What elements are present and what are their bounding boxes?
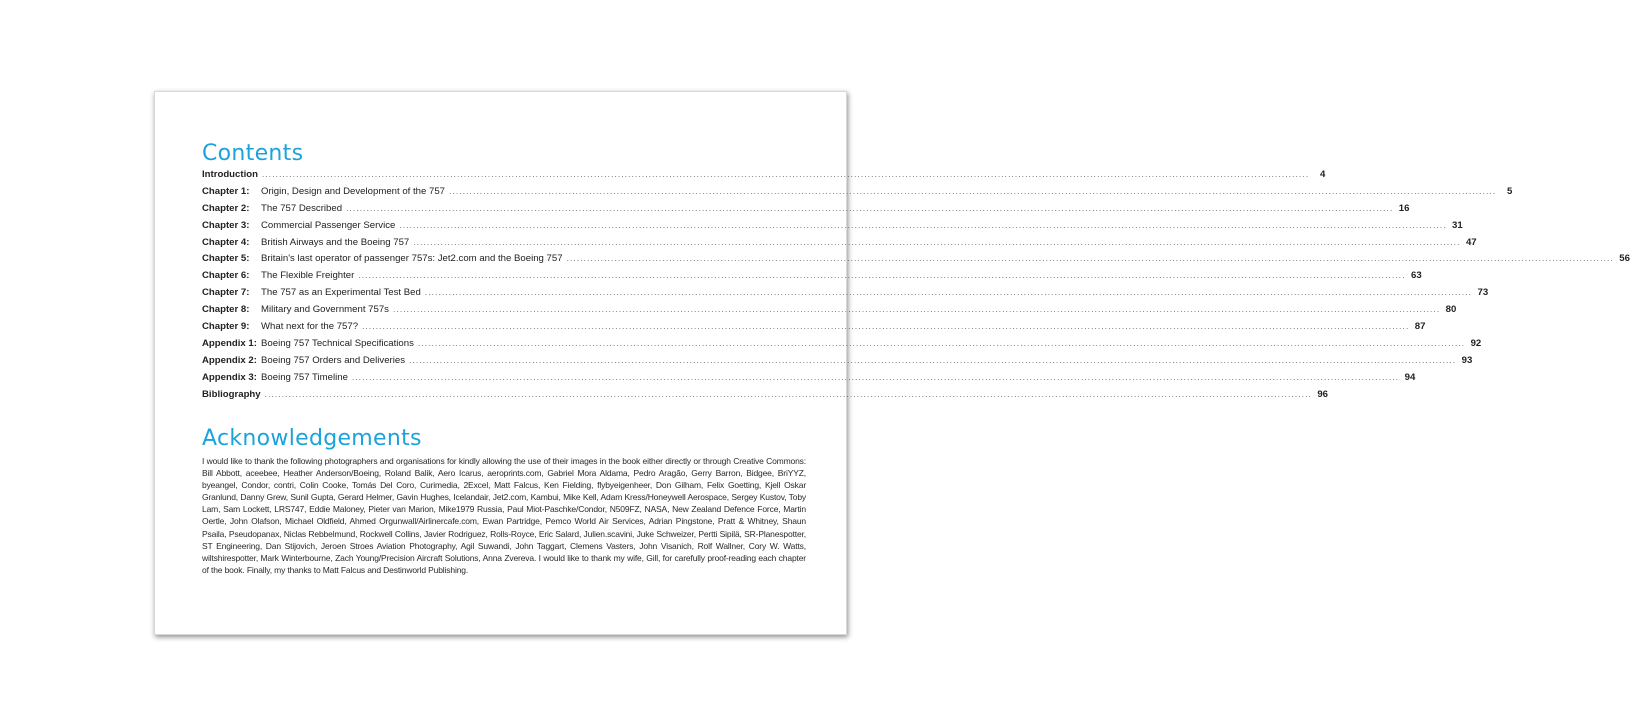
toc-entry-page: 73	[1477, 287, 1489, 299]
toc-entry-page: 5	[1507, 185, 1513, 197]
toc-entry-title: British Airways and the Boeing 757	[261, 236, 410, 248]
toc-entry	[202, 202, 1410, 220]
toc-leader-dots	[358, 271, 1405, 280]
toc-entry-title: What next for the 757?	[261, 321, 359, 333]
toc-entry	[202, 270, 1422, 287]
toc-entry-title: The 757 Described	[261, 202, 343, 214]
toc-entry-page: 63	[1410, 270, 1422, 282]
toc-entry-label: Chapter 6:	[202, 270, 250, 282]
toc-entry-label: Bibliography	[202, 388, 261, 400]
toc-entry-page: 80	[1445, 304, 1457, 316]
toc-entry	[202, 219, 1463, 237]
contents-heading: Contents	[202, 141, 304, 166]
toc-entry	[202, 321, 1426, 338]
toc-entry-label: Chapter 8:	[202, 304, 250, 316]
toc-entry	[202, 236, 1477, 254]
toc-entry-page: 47	[1465, 236, 1477, 248]
toc-leader-dots	[409, 356, 1456, 365]
acknowledgements-heading: Acknowledgements	[202, 426, 422, 451]
acknowledgements-text: I would like to thank the following photographers and organisations for kindly allowing the use of their images in the book either directly or through Creative Commons: Bill Abbott, aceebee, Heather Anderson/Boeing, Roland Balik, Aero Icarus, aeroprints.com, Gabriel Mora Aldama, Pedro Aragão, Gerry Barron, Bidgee, BriYYZ, byeangel, Condor, contri, Colin Cooke, Tomás Del Coro, Curimedia, 2Excel, Matt Falcus, Ken Fielding, flybyeigenheer, Don Gilham, Felix Goetting, Kjell Oskar Granlund, Danny Grew, Sunil Gupta, Gerard Helmer, Gavin Hughes, Icelandair, Jet2.com, Kambui, Mike Kell, Adam Kress/Honeywell Aerospace, Sergey Kustov, Toby Lam, Sam Lockett, LRS747, Eddie Maloney, Pieter van Marion, Mike1979 Russia, Paul Miot-Paschke/Condor, N509FZ, NASA, New Zealand Defence Force, Martin Oertle, John Olafson, Michael Oldfield, Ahmed Orgunwall/Airlinercafe.com, Ewan Partridge, Pemco World Air Services, Adrian Pingstone, Pratt & Whitney, Shaun Psaila, Pseudopanax, Niclas Rebbelmund, Rockwell Collins, Javier Rodriguez, Rolls-Royce, Eric Salard, Julien.scavini, Juke Schweizer, Pertti Sipilä, SR-Planespotter, ST Engineering, Dan Stijovich, Jeroen Stroes Aviation Photography, Agil Suwandi, John Taggart, Clemens Vasters, John Visanich, Rolf Wallner, Cory W. Watts, wiltshirespotter, Mark Winterbourne, Zach Young/Precision Aircraft Solutions, Anna Zvereva. I would like to thank my wife, Gill, for carefully proof-reading each chapter of the book. Finally, my thanks to Matt Falcus and Destinworld Publishing.	[202, 456, 806, 575]
toc-leader-dots	[346, 204, 1393, 213]
table-of-contents	[202, 169, 1630, 405]
toc-entry-page: 87	[1414, 321, 1426, 333]
toc-entry-label: Chapter 3:	[202, 219, 250, 231]
toc-entry-label: Chapter 4:	[202, 236, 250, 248]
toc-entry-label: Appendix 3:	[202, 371, 257, 383]
toc-leader-dots	[399, 221, 1446, 230]
toc-entry-title: Boeing 757 Timeline	[261, 371, 348, 383]
toc-entry	[202, 354, 1473, 372]
toc-entry-page: 31	[1452, 219, 1463, 231]
toc-leader-dots	[265, 390, 1312, 399]
toc-entry-title: Commercial Passenger Service	[261, 219, 396, 231]
toc-entry-label: Chapter 9:	[202, 321, 250, 333]
toc-entry-title: Britain's last operator of passenger 757s: Jet2.com and the Boeing 757	[261, 253, 563, 265]
toc-entry-title: Origin, Design and Development of the 757	[261, 185, 445, 197]
toc-entry-title: Boeing 757 Orders and Deliveries	[261, 354, 405, 366]
toc-entry-title: Boeing 757 Technical Specifications	[261, 337, 414, 349]
book-page	[154, 91, 1630, 635]
toc-entry	[202, 388, 1328, 406]
toc-entry-title: Military and Government 757s	[261, 304, 389, 316]
toc-entry-label: Appendix 1:	[202, 337, 257, 349]
toc-entry-page: 94	[1404, 371, 1416, 383]
toc-leader-dots	[425, 288, 1472, 297]
toc-entry	[202, 169, 1326, 186]
toc-leader-dots	[262, 170, 1309, 179]
toc-leader-dots	[449, 187, 1496, 196]
toc-entry-page: 96	[1317, 388, 1328, 400]
toc-leader-dots	[352, 373, 1399, 382]
toc-entry	[202, 287, 1489, 304]
toc-entry-label: Introduction	[202, 169, 258, 180]
toc-entry-label: Chapter 1:	[202, 185, 250, 197]
toc-entry	[202, 371, 1416, 389]
toc-entry-label: Chapter 5:	[202, 253, 250, 265]
toc-entry-label: Chapter 2:	[202, 202, 250, 214]
toc-entry	[202, 185, 1513, 203]
toc-entry-title: The 757 as an Experimental Test Bed	[261, 287, 421, 299]
toc-entry-page: 16	[1398, 202, 1410, 214]
toc-entry-page: 4	[1319, 169, 1326, 180]
toc-entry	[202, 304, 1457, 321]
toc-leader-dots	[418, 339, 1465, 348]
toc-entry-label: Appendix 2:	[202, 354, 257, 366]
toc-entry	[202, 253, 1630, 270]
toc-entry	[202, 337, 1482, 355]
toc-leader-dots	[362, 322, 1409, 331]
toc-leader-dots	[567, 254, 1614, 263]
toc-entry-page: 92	[1470, 337, 1482, 349]
toc-leader-dots	[413, 238, 1460, 247]
toc-entry-label: Chapter 7:	[202, 287, 250, 299]
toc-entry-title: The Flexible Freighter	[261, 270, 355, 282]
toc-entry-page: 93	[1461, 354, 1473, 366]
toc-leader-dots	[393, 305, 1440, 314]
toc-entry-page: 56	[1619, 253, 1630, 265]
